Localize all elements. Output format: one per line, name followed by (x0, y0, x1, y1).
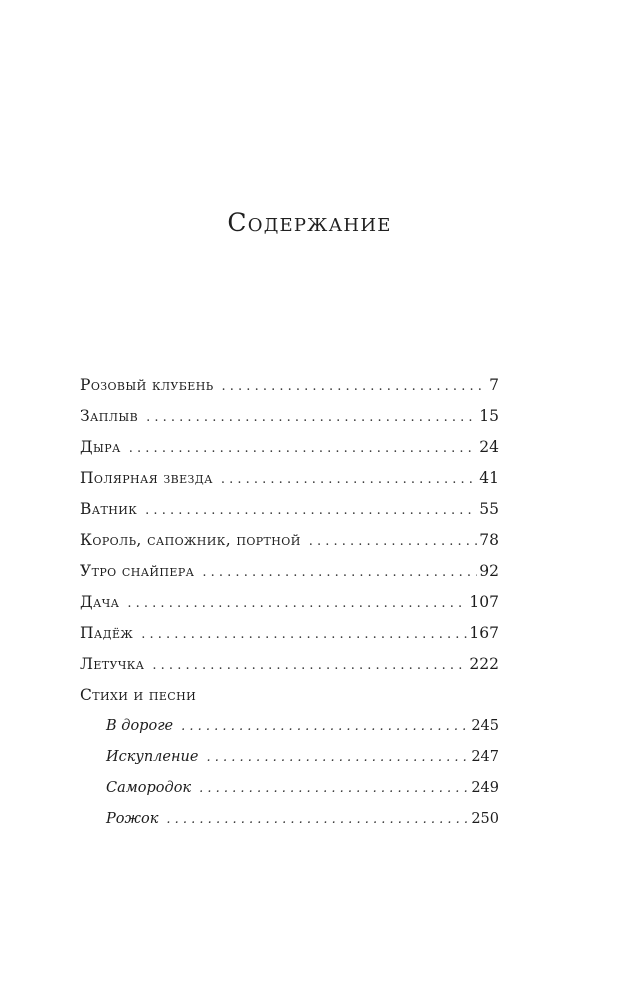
dot-leader (202, 557, 477, 588)
toc-entry[interactable] (80, 525, 499, 556)
dot-leader (206, 742, 469, 773)
toc-entry[interactable] (80, 649, 499, 680)
toc-entry-title: Розовый клубень (80, 376, 214, 394)
toc-entry[interactable] (80, 494, 499, 525)
toc-entry-page: 15 (479, 407, 499, 425)
toc-entry-title: Король, сапожник, портной (80, 531, 301, 549)
toc-entry[interactable] (80, 618, 499, 649)
toc-subentry[interactable] (106, 711, 499, 742)
toc-entry-title: Дыра (80, 438, 121, 456)
toc-entry-page: 107 (469, 593, 499, 611)
dot-leader (309, 526, 478, 557)
table-of-contents (80, 370, 499, 835)
dot-leader (127, 588, 467, 619)
toc-entry[interactable] (80, 432, 499, 463)
toc-subentry-page: 247 (471, 749, 499, 765)
dot-leader (141, 619, 467, 650)
toc-section-title: Стихи и песни (80, 686, 197, 704)
dot-leader (145, 495, 477, 526)
toc-entry-page: 24 (479, 438, 499, 456)
toc-entry[interactable] (80, 587, 499, 618)
toc-subentry[interactable] (106, 804, 499, 835)
dot-leader (166, 804, 469, 835)
toc-entry-page: 7 (489, 376, 499, 394)
toc-entry-page: 55 (479, 500, 499, 518)
toc-subentry-page: 249 (471, 780, 499, 796)
toc-entry[interactable] (80, 463, 499, 494)
toc-entry-title: Дача (80, 593, 120, 611)
toc-entry-title: Летучка (80, 655, 145, 673)
dot-leader (129, 433, 478, 464)
dot-leader (199, 773, 469, 804)
toc-subentry-page: 250 (471, 811, 499, 827)
toc-entry[interactable] (80, 370, 499, 401)
toc-subentry-title: Искупление (106, 749, 199, 765)
page-title: Содержание (227, 208, 392, 237)
dot-leader (146, 402, 477, 433)
toc-entry-title: Падёж (80, 624, 134, 642)
dot-leader (221, 464, 477, 495)
toc-subentry-title: В дороге (106, 718, 174, 734)
toc-entry-title: Заплыв (80, 407, 139, 425)
toc-subentry[interactable] (106, 742, 499, 773)
toc-entry-title: Утро снайпера (80, 562, 195, 580)
toc-entry-page: 92 (479, 562, 499, 580)
toc-entry-title: Ватник (80, 500, 138, 518)
dot-leader (152, 650, 467, 681)
toc-entry[interactable] (80, 556, 499, 587)
toc-entry-title: Полярная звезда (80, 469, 213, 487)
dot-leader (222, 371, 488, 402)
toc-entry[interactable] (80, 401, 499, 432)
toc-entry-page: 167 (469, 624, 499, 642)
toc-section-heading[interactable] (80, 680, 499, 711)
toc-entry-page: 222 (469, 655, 499, 673)
toc-subentry-title: Рожок (106, 811, 159, 827)
toc-subentry-title: Самородок (106, 780, 192, 796)
toc-subentry[interactable] (106, 773, 499, 804)
dot-leader (181, 711, 469, 742)
toc-entry-page: 78 (479, 531, 499, 549)
toc-subentry-page: 245 (471, 718, 499, 734)
toc-entry-page: 41 (479, 469, 499, 487)
